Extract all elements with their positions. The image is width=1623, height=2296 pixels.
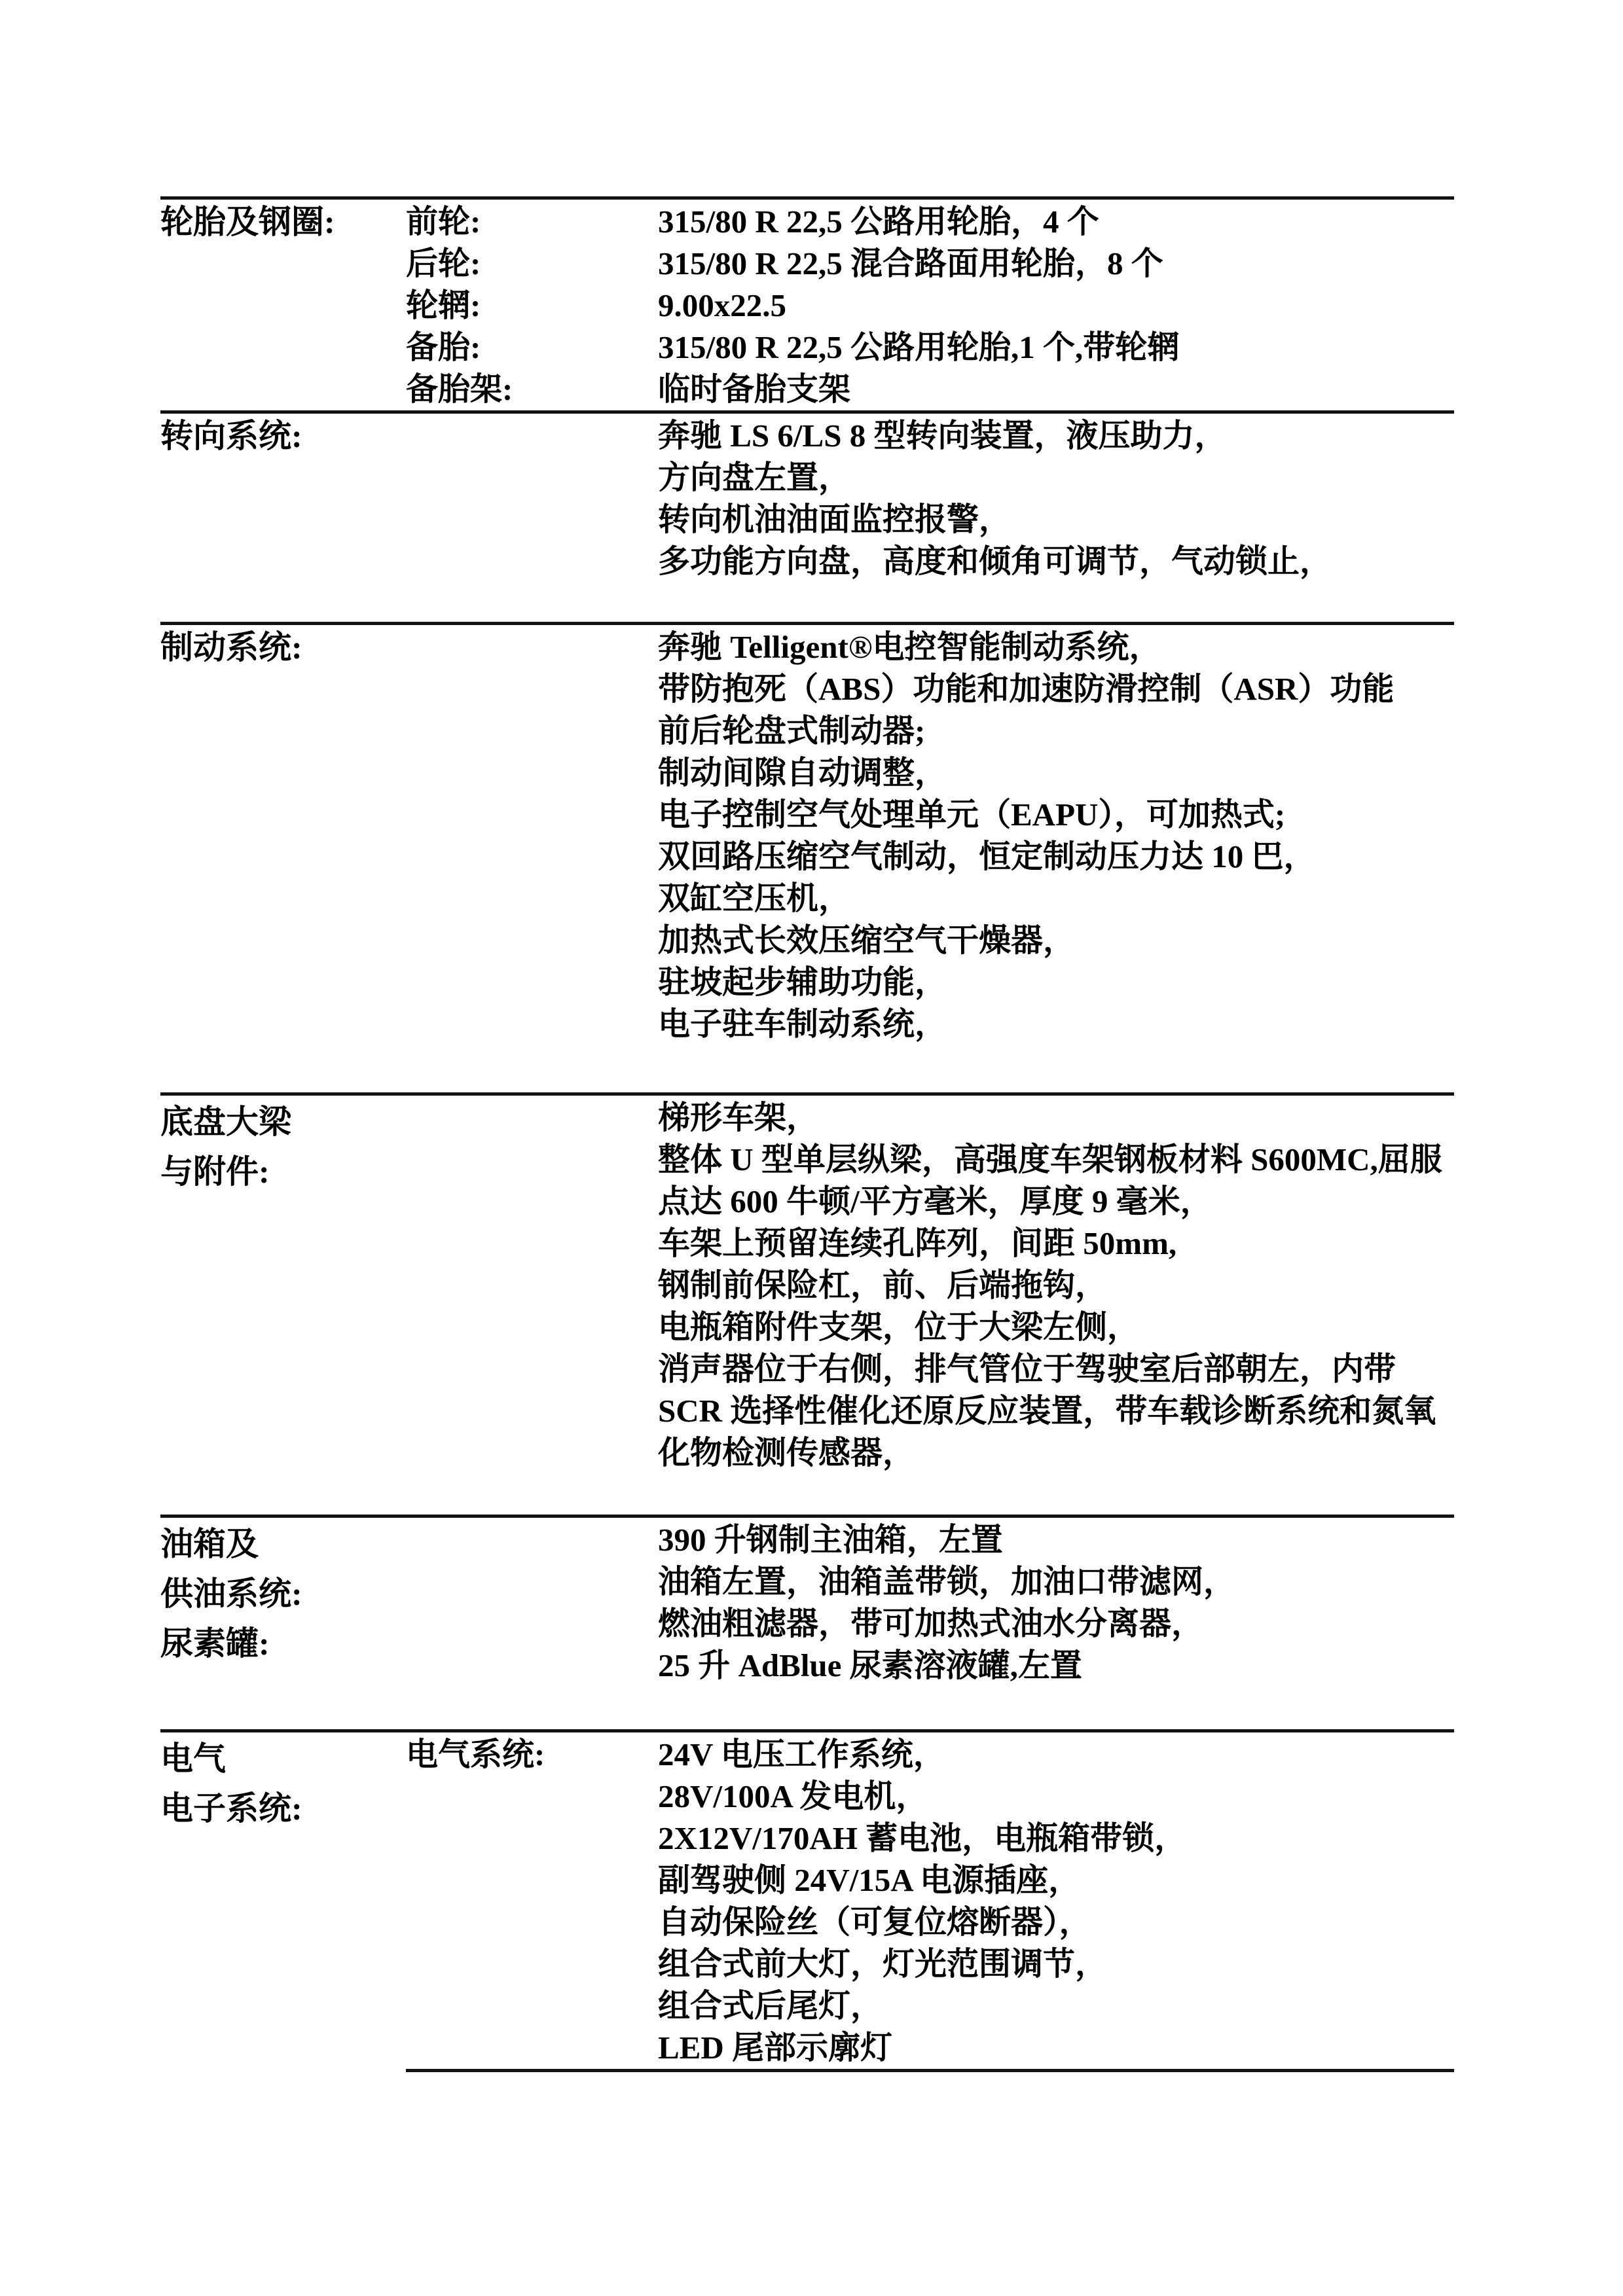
row-label-column [406,1519,658,1687]
value-column [658,201,1454,410]
section-label: 底盘大梁 [160,1103,291,1140]
section-steering-system [160,410,1454,622]
row-label: 轮辋: [406,287,481,323]
row-label: 后轮: [406,245,481,281]
spec-sheet [160,196,1454,2072]
spec-line: 多功能方向盘，高度和倾角可调节，气动锁止， [658,543,1332,579]
section-label-column [160,1519,406,1687]
spec-line: SCR 选择性催化还原反应装置，带车载诊断系统和氮氧 [658,1393,1436,1429]
spec-line: 315/80 R 22,5 公路用轮胎，4 个 [658,204,1099,240]
section-label-column [160,1734,406,2069]
spec-line: 化物检测传感器， [658,1435,915,1471]
section-label-column [160,201,406,410]
spec-line: 梯形车架， [658,1100,819,1136]
row-label-column [406,415,658,583]
value-column [658,1097,1454,1474]
spec-line: 24V 电压工作系统， [658,1736,945,1772]
row-label-column [406,626,658,1045]
spec-line: 奔驰 Telligent®电控智能制动系统， [658,629,1161,665]
spec-line: 驻坡起步辅助功能， [658,964,947,1000]
row-label-column [406,1734,658,2069]
section-label-column [160,626,406,1045]
spec-line: 制动间隙自动调整， [658,755,947,791]
bottom-divider [406,2069,1454,2072]
row-label: 电气系统: [406,1736,545,1772]
value-column [658,626,1454,1045]
row-label: 前轮: [406,204,481,240]
spec-line: LED 尾部示廓灯 [658,2030,893,2066]
spec-line: 自动保险丝（可复位熔断器）， [658,1904,1091,1940]
spec-line: 临时备胎支架 [658,371,851,407]
section-label: 制动系统: [160,629,302,666]
row-label-column [406,1097,658,1474]
row-label-column [406,201,658,410]
section-label: 轮胎及钢圈: [160,204,335,240]
spec-line: 9.00x22.5 [658,287,786,323]
spec-line: 消声器位于右侧，排气管位于驾驶室后部朝左，内带 [658,1351,1396,1387]
spec-line: 燃油粗滤器，带可加热式油水分离器， [658,1605,1204,1641]
spec-line: 点达 600 牛顿/平方毫米，厚度 9 毫米， [658,1183,1213,1219]
section-chassis-frame [160,1092,1454,1515]
value-column [658,1519,1454,1687]
value-column [658,1734,1454,2069]
spec-line: 前后轮盘式制动器; [658,713,926,749]
spec-line: 双回路压缩空气制动，恒定制动压力达 10 巴， [658,838,1316,874]
spec-line: 电子驻车制动系统， [658,1006,947,1042]
spec-line: 组合式前大灯，灯光范围调节， [658,1946,1108,1982]
row-label: 备胎架: [406,371,513,407]
spec-line: 315/80 R 22,5 公路用轮胎,1 个,带轮辋 [658,329,1180,365]
section-label: 尿素罐: [160,1625,270,1662]
section-label: 供油系统: [160,1575,302,1612]
spec-line: 电子控制空气处理单元（EAPU），可加热式; [658,797,1286,833]
section-label: 与附件: [160,1153,270,1190]
section-label: 电子系统: [160,1790,302,1827]
section-tires-and-rims [160,196,1454,410]
spec-line: 加热式长效压缩空气干燥器， [658,922,1076,958]
spec-line: 带防抱死（ABS）功能和加速防滑控制（ASR）功能 [658,671,1395,707]
spec-line: 转向机油油面监控报警， [658,501,1012,537]
section-label: 转向系统: [160,418,302,454]
section-label-column [160,1097,406,1474]
spec-line: 25 升 AdBlue 尿素溶液罐,左置 [658,1647,1082,1683]
spec-line: 油箱左置，油箱盖带锁，加油口带滤网， [658,1564,1236,1600]
spec-line: 2X12V/170AH 蓄电池，电瓶箱带锁， [658,1820,1187,1856]
section-label-column [160,415,406,583]
section-label: 油箱及 [160,1526,259,1562]
section-braking-system [160,622,1454,1092]
section-fuel-tank [160,1515,1454,1729]
row-label: 备胎: [406,329,481,365]
spec-line: 车架上预留连续孔阵列，间距 50mm, [658,1225,1177,1261]
spec-line: 钢制前保险杠，前、后端拖钩， [658,1267,1108,1303]
spec-line: 28V/100A 发电机， [658,1778,928,1814]
spec-line: 整体 U 型单层纵梁，高强度车架钢板材料 S600MC,屈服 [658,1141,1442,1177]
spec-line: 390 升钢制主油箱，左置 [658,1522,1003,1558]
section-label: 电气 [160,1740,226,1777]
spec-line: 组合式后尾灯， [658,1988,883,2024]
spec-line: 副驾驶侧 24V/15A 电源插座， [658,1862,1081,1898]
spec-line: 方向盘左置， [658,459,851,495]
spec-line: 奔驰 LS 6/LS 8 型转向装置，液压助力， [658,418,1227,454]
value-column [658,415,1454,583]
spec-line: 315/80 R 22,5 混合路面用轮胎，8 个 [658,245,1163,281]
spec-line: 电瓶箱附件支架，位于大梁左侧， [658,1309,1140,1345]
spec-line: 双缸空压机， [658,880,851,916]
section-electrical-system [160,1729,1454,2069]
